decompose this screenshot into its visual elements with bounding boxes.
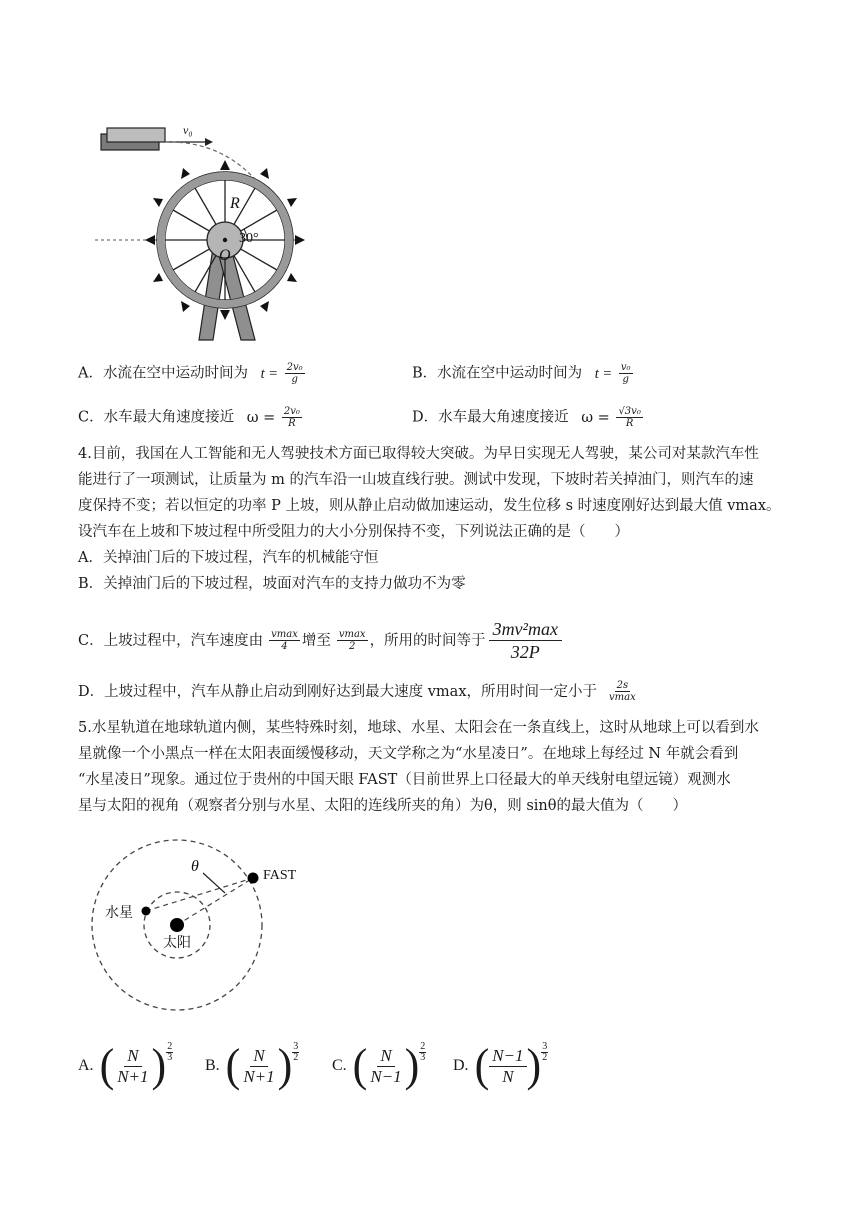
q5-option-a[interactable]: A. ( $\frac{N}{N+1}$ ) $\frac{2}{3}$ <box>78 1039 173 1092</box>
q3-option-d-text: D．水车最大角速度接近 <box>412 409 569 426</box>
label-fast: FAST <box>263 868 297 883</box>
label-sun: 太阳 <box>163 935 191 951</box>
q5-option-a-frac: $\frac{N}{N+1}$ <box>117 1045 149 1086</box>
q5-option-a-label: A. <box>78 1057 94 1074</box>
q3-option-c-text: C．水车最大角速度接近 <box>78 409 235 426</box>
q4-option-c-frac-2: $\frac{vmax}{2}$ <box>338 629 366 652</box>
q4-option-c-text-3: ，所用的时间等于 <box>369 632 486 649</box>
q4-stem-line-4: 设汽车在上坡和下坡过程中所受阻力的大小分别保持不变，下列说法正确的是（ ） <box>78 524 629 540</box>
q4-option-d[interactable] <box>78 680 640 703</box>
q5-option-c-label: C. <box>332 1057 347 1074</box>
q3-option-a-expr: t = <box>260 365 279 382</box>
q5-option-b-exponent: $\frac{3}{2}$ <box>293 1041 299 1063</box>
water-wheel-figure <box>95 120 305 345</box>
q4-stem-line-2: 能进行了一项测试，让质量为 m 的汽车沿一山坡直线行驶。测试中发现，下坡时若关掉油门，则汽车的速 <box>78 472 754 488</box>
q4-option-d-frac: $\frac{2s}{vmax}$ <box>609 680 636 703</box>
sun-dot <box>170 918 184 932</box>
q3-option-d-frac: $\frac{\text{√3v₀}}{R}$ <box>618 406 641 429</box>
label-angle: 30° <box>239 231 259 246</box>
q4-stem-line-1: 4.目前，我国在人工智能和无人驾驶技术方面已取得较大突破。为早日实现无人驾驶，某公司对某款汽车性 <box>78 446 759 462</box>
q5-stem-line-4: 星与太阳的视角（观察者分别与水星、太阳的连线所夹的角）为θ，则 sinθ的最大值为（ ） <box>78 798 687 814</box>
q4-stem-line-3: 度保持不变；若以恒定的功率 P 上坡，则从静止启动做加速运动，发生位移 s 时速度刚好达到最大值 vmax。 <box>78 498 781 514</box>
q3-option-c[interactable] <box>78 406 304 429</box>
q3-option-a-text: A．水流在空中运动时间为 <box>78 365 248 382</box>
q5-option-b[interactable]: B. ( $\frac{N}{N+1}$ ) $\frac{3}{2}$ <box>205 1039 299 1092</box>
q3-option-b[interactable] <box>412 362 635 385</box>
q3-option-b-text: B．水流在空中运动时间为 <box>412 365 583 382</box>
q5-option-b-frac: $\frac{N}{N+1}$ <box>243 1045 275 1086</box>
label-center-o: O <box>219 247 231 264</box>
q5-option-d-label: D. <box>453 1057 469 1074</box>
q3-option-b-expr: t = <box>594 365 613 382</box>
orbit-figure <box>85 835 315 1020</box>
label-radius: R <box>230 195 240 212</box>
q4-option-c-text-2: 增至 <box>301 632 331 649</box>
q3-option-b-frac: $\frac{\text{v₀}}{g}$ <box>620 362 631 385</box>
q3-option-d-expr: ω = <box>581 409 610 426</box>
q4-option-c-frac-1: $\frac{vmax}{4}$ <box>271 629 298 652</box>
q4-option-c-text-1: C．上坡过程中，汽车速度由 <box>78 632 264 649</box>
fast-dot <box>248 873 259 884</box>
q3-option-c-frac: $\frac{\text{2v₀}}{R}$ <box>283 406 300 429</box>
label-theta: θ <box>191 858 199 875</box>
label-v0: v₀ <box>183 123 193 137</box>
q5-stem-line-3: “水星凌日”现象。通过位于贵州的中国天眼 FAST（目前世界上口径最大的单天线射电望远镜）观测水 <box>78 772 731 788</box>
q3-option-c-expr: ω = <box>246 409 276 426</box>
q4-option-d-text: D．上坡过程中，汽车从静止启动到刚好达到最大速度 vmax，所用时间一定小于 <box>78 683 597 700</box>
q4-option-c[interactable] <box>78 618 565 663</box>
label-mercury: 水星 <box>105 905 133 921</box>
water-nozzle <box>101 128 165 150</box>
q5-option-c-exponent: $\frac{2}{3}$ <box>420 1041 426 1063</box>
q5-stem-line-1: 5.水星轨道在地球轨道内侧，某些特殊时刻，地球、水星、太阳会在一条直线上，这时从地球上可以看到水 <box>78 720 759 736</box>
q5-option-b-label: B. <box>205 1057 220 1074</box>
q5-option-c[interactable]: C. ( $\frac{N}{N-1}$ ) $\frac{2}{3}$ <box>332 1039 426 1092</box>
q5-option-a-exponent: $\frac{2}{3}$ <box>167 1041 173 1063</box>
q5-option-d-frac: $\frac{N-1}{N}$ <box>489 1046 526 1087</box>
q5-option-c-frac: $\frac{N}{N-1}$ <box>370 1045 402 1086</box>
q4-option-a[interactable]: A．关掉油门后的下坡过程，汽车的机械能守恒 <box>78 550 379 566</box>
q3-option-a-frac: $\frac{\text{2v₀}}{g}$ <box>286 362 303 385</box>
q4-option-c-frac-3: $\frac{\text{3mv²max}}{32P}$ <box>489 618 562 663</box>
q4-option-b[interactable]: B．关掉油门后的下坡过程，坡面对汽车的支持力做功不为零 <box>78 576 466 592</box>
q5-stem-line-2: 星就像一个小黑点一样在太阳表面缓慢移动，天文学称之为“水星凌日”。在地球上每经过 N 年就会看到 <box>78 746 739 762</box>
mercury-dot <box>142 907 151 916</box>
q5-option-d-exponent: $\frac{3}{2}$ <box>542 1041 548 1063</box>
q3-option-d[interactable] <box>412 406 645 429</box>
q3-option-a[interactable] <box>78 362 307 385</box>
q5-option-d[interactable]: D. ( $\frac{N-1}{N}$ ) $\frac{3}{2}$ <box>453 1039 548 1092</box>
